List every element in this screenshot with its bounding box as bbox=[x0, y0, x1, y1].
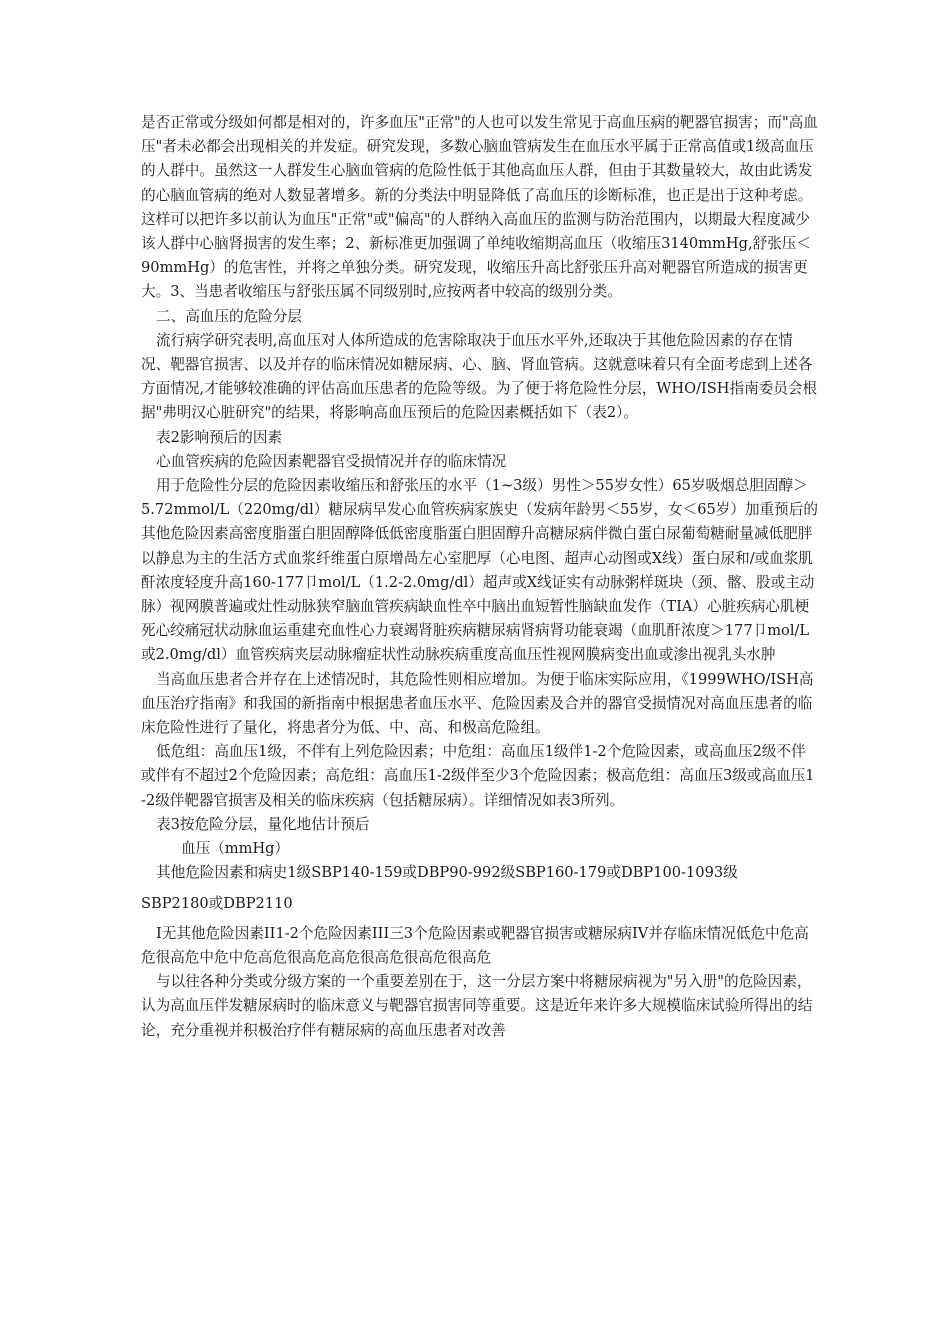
table-3-column-headers-cont: SBP2180或DBP2110 bbox=[141, 894, 293, 912]
table-2-content: 用于危险性分层的危险因素收缩压和舒张压的水平（1~3级）男性＞55岁女性）65岁吸烟总胆固醇＞5.72mmol/L（220mg/dl）糖尿病早发心血管疾病家族史（发病年龄男＜55岁，女＜65岁）加重预后的其他危险因素高密度脂蛋白胆固醇降低低密度脂蛋白胆固醇升高糖尿病伴微白蛋白尿葡萄糖耐量减低肥胖以静息为主的生活方式血浆纤维蛋白原增咼左心室肥厚（心电图、超声心动图或X线）蛋白尿和/或血浆肌酐浓度轻度升高160-177卩mol/L（1.2-2.0mg/dl）超声或X线证实有动脉粥样斑块（颈、髂、股或主动脉）视网膜普遍或灶性动脉狭窄脑血管疾病缺血性卒中脑出血短暂性脑缺血发作（TIA）心脏疾病心肌梗死心绞痛冠状动脉血运重建充血性心力衰竭肾脏疾病糖尿病肾病肾功能衰竭（血肌酐浓度＞177卩mol/L或2.0mg/dl）血管疾病夹层动脉瘤症状性动脉疾病重度高血压性视网膜病变出血或渗出视乳头水肿 bbox=[141, 477, 818, 664]
table-3-column-headers: 其他危险因素和病史1级SBP140-159或DBP90-992级SBP160-179或DBP100-1093级 bbox=[156, 864, 738, 882]
paragraph-bp-classification: 是否正常或分级如何都是相对的，许多血压"正常"的人也可以发生常见于高血压病的靶器官损害；而"高血压"者未必都会出现相关的并发症。研究发现，多数心脑血管病发生在血压水平属于正常高值或1级高血压的人群中。虽然这一人群发生心脑血管病的危险性低于其他高血压人群，但由于其数量较大，故由此诱发的心脑血管病的绝对人数显著增多。新的分类法中明显降低了高血压的诊断标准，也正是出于这种考虑。这样可以把许多以前认为血压"正常"或"偏高"的人群纳入高血压的监测与防治范围内，以期最大程度减少该人群中心脑肾损害的发生率；2、新标准更加强调了单纯收缩期高血压（收缩压3140mmHg,舒张压＜90mmHg）的危害性，并将之单独分类。研究发现，收缩压升高比舒张压升高对靶器官所造成的损害更大。3、当患者收缩压与舒张压属不同级别时,应按两者中较高的级别分类。 bbox=[141, 114, 818, 301]
table-3-caption: 表3按危险分层，量化地估计预后 bbox=[156, 815, 370, 833]
document-body bbox=[141, 111, 818, 1043]
table-2-header: 心血管疾病的危险因素靶器官受损情况并存的临床情况 bbox=[156, 452, 507, 470]
paragraph-risk-quantification: 当高血压患者合并存在上述情况时，其危险性则相应增加。为便于临床实际应用，《1999WHO/ISH高血压治疗指南》和我国的新指南中根据患者血压水平、危险因素及合并的器官受损情况对高血压患者的临床危险性进行了量化，将患者分为低、中、高、和极高危险组。 bbox=[141, 670, 814, 737]
paragraph-epidemiology: 流行病学研究表明,高血压对人体所造成的危害除取决于血压水平外,还取决于其他危险因素的存在情况、靶器官损害、以及并存的临床情况如糖尿病、心、脑、肾血管病。这就意味着只有全面考虑到上述各方面情况,才能够较准确的评估高血压患者的危险等级。为了便于将危险性分层，WHO/ISH指南委员会根据"弗明汉心脏研究"的结果，将影响高血压预后的危险因素概括如下（表2）。 bbox=[141, 331, 818, 422]
table-2-caption: 表2影响预后的因素 bbox=[156, 428, 283, 446]
section-heading-risk-stratification: 二、高血压的危险分层 bbox=[156, 307, 302, 325]
table-3-rows: I无其他危险因素II1-2个危险因素III三3个危险因素或靶器官损害或糖尿病IV并存临床情况低危中危高危很高危中危中危高危很高危高危很高危很高危很高危 bbox=[141, 924, 809, 966]
table-3-bp-header: 血压（mmHg） bbox=[181, 840, 290, 858]
paragraph-risk-groups: 低危组：高血压1级，不伴有上列危险因素；中危组：高血压1级伴1-2个危险因素，或高血压2级不伴或伴有不超过2个危险因素；高危组：高血压1-2级伴至少3个危险因素；极高危组：高血压3级或高血压1-2级伴靶器官损害及相关的临床疾病（包括糖尿病）。详细情况如表3所列。 bbox=[141, 743, 815, 809]
paragraph-diabetes-risk: 与以往各种分类或分级方案的一个重要差别在于，这一分层方案中将糖尿病视为"另入册"的危险因素，认为高血压伴发糖尿病时的临床意义与靶器官损害同等重要。这是近年来许多大规模临床试验所得出的结论，充分重视并积极治疗伴有糖尿病的高血压患者对改善 bbox=[141, 973, 813, 1039]
